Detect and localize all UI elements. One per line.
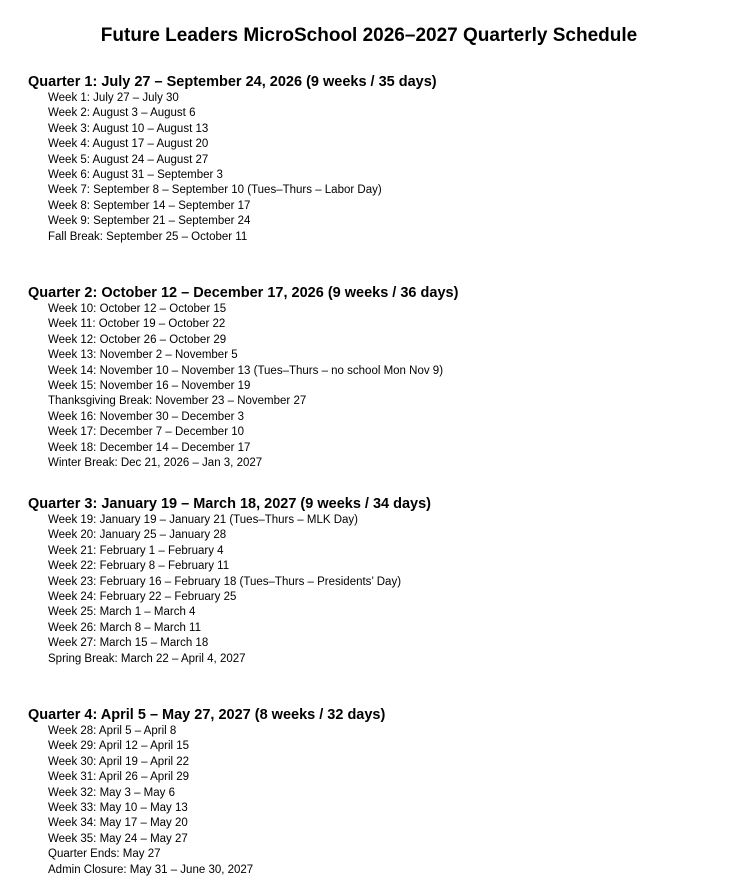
list-item: Week 35: May 24 – May 27 (48, 832, 188, 845)
list-item: Week 32: May 3 – May 6 (48, 786, 175, 799)
quarter-2-list (28, 302, 728, 471)
quarter-1-heading: Quarter 1: July 27 – September 24, 2026 (9 weeks / 35 days) (28, 74, 437, 90)
list-item: Week 10: October 12 – October 15 (48, 303, 227, 315)
quarter-1-section (28, 73, 728, 245)
list-item: Thanksgiving Break: November 23 – November 27 (48, 395, 307, 408)
quarter-3-list (28, 513, 728, 667)
list-item: Week 22: February 8 – February 11 (48, 560, 230, 573)
list-item: Week 23: February 16 – February 18 (Tues–Thurs – Presidents’ Day) (48, 575, 402, 588)
list-item: Week 11: October 19 – October 22 (48, 318, 226, 331)
list-item: Week 17: December 7 – December 10 (48, 426, 245, 439)
list-item: Week 18: December 14 – December 17 (48, 441, 251, 454)
list-item: Week 25: March 1 – March 4 (48, 606, 196, 619)
list-item: Week 7: September 8 – September 10 (Tues–Thurs – Labor Day) (48, 184, 382, 197)
list-item: Week 15: November 16 – November 19 (48, 380, 251, 393)
list-item: Week 19: January 19 – January 21 (Tues–Thurs – MLK Day) (48, 514, 359, 526)
list-item: Winter Break: Dec 21, 2026 – Jan 3, 2027 (48, 457, 263, 470)
list-item: Week 28: April 5 – April 8 (48, 725, 177, 737)
quarter-4-heading: Quarter 4: April 5 – May 27, 2027 (8 weeks / 32 days) (28, 707, 386, 723)
list-item: Week 21: February 1 – February 4 (48, 544, 224, 557)
list-item: Week 24: February 22 – February 25 (48, 591, 237, 604)
list-item: Week 31: April 26 – April 29 (48, 771, 190, 784)
quarter-2-heading: Quarter 2: October 12 – December 17, 2026 (9 weeks / 36 days) (28, 285, 459, 301)
quarter-3-heading: Quarter 3: January 19 – March 18, 2027 (9 weeks / 34 days) (28, 496, 432, 512)
list-item: Week 3: August 10 – August 13 (48, 122, 209, 135)
list-item: Week 29: April 12 – April 15 (48, 740, 190, 753)
quarter-3-section (28, 495, 728, 667)
list-item: Week 27: March 15 – March 18 (48, 637, 209, 650)
quarter-4-list (28, 724, 728, 878)
list-item: Week 34: May 17 – May 20 (48, 817, 188, 830)
page-title: Future Leaders MicroSchool 2026–2027 Quarterly Schedule (100, 24, 638, 46)
list-item: Week 14: November 10 – November 13 (Tues–Thurs – no school Mon Nov 9) (48, 364, 444, 377)
list-item: Week 9: September 21 – September 24 (48, 215, 251, 228)
list-item: Week 12: October 26 – October 29 (48, 333, 227, 346)
list-item: Week 26: March 8 – March 11 (48, 621, 201, 634)
list-item: Week 6: August 31 – September 3 (48, 169, 223, 182)
quarter-4-section (28, 706, 728, 878)
list-item: Week 16: November 30 – December 3 (48, 410, 245, 423)
quarter-1-list (28, 91, 728, 245)
list-item: Admin Closure: May 31 – June 30, 2027 (48, 863, 254, 876)
list-item: Week 13: November 2 – November 5 (48, 349, 238, 362)
list-item: Week 8: September 14 – September 17 (48, 199, 251, 212)
list-item: Week 1: July 27 – July 30 (48, 92, 179, 104)
list-item: Week 5: August 24 – August 27 (48, 153, 209, 166)
list-item: Quarter Ends: May 27 (48, 848, 161, 861)
list-item: Fall Break: September 25 – October 11 (48, 230, 248, 243)
list-item: Week 4: August 17 – August 20 (48, 138, 209, 151)
list-item: Week 2: August 3 – August 6 (48, 107, 196, 120)
list-item: Week 20: January 25 – January 28 (48, 529, 227, 542)
list-item: Week 33: May 10 – May 13 (48, 802, 188, 815)
quarter-2-section (28, 284, 728, 471)
list-item: Spring Break: March 22 – April 4, 2027 (48, 652, 246, 665)
list-item: Week 30: April 19 – April 22 (48, 755, 190, 768)
